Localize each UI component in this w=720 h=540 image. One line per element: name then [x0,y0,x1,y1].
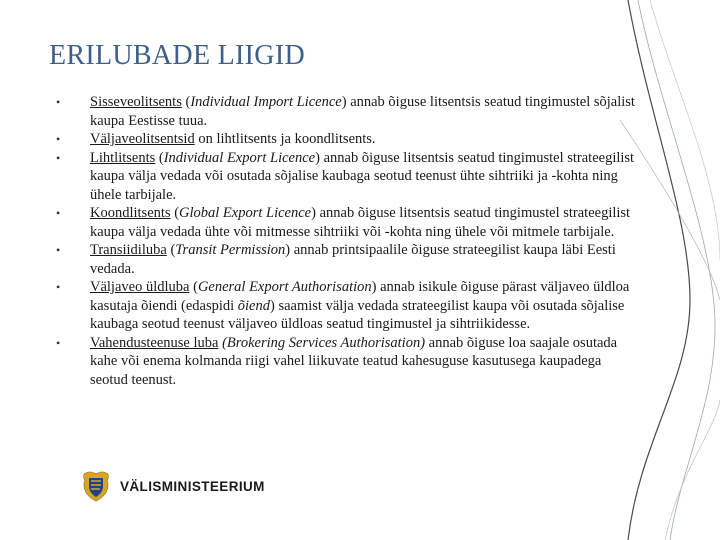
bullet-item [52,204,642,241]
bullet-item [52,93,642,130]
bullet-text: ( [155,149,164,166]
bullet-text: ) annab printsipaalile õiguse strateegilist kaupa läbi Eesti vedada. [90,242,616,277]
ministry-name: VÄLISMINISTEERIUM [120,478,265,494]
bullet-item [52,149,642,205]
bullet-text: õiend [237,297,270,314]
bullet-text: General Export Authorisation [197,279,372,295]
bullet-item [52,334,642,390]
bullet-marker: • [56,243,61,257]
bullet-text: on lihtlitsents ja koondlitsents. [194,131,376,147]
bullet-text: Global Export Licence [179,205,312,221]
bullet-text: Individual Import Licence [190,94,342,110]
bullet-marker: • [56,280,61,294]
bullet-item [52,278,642,334]
bullet-text: Individual Export Licence [163,149,316,166]
bullet-text: Transit Permission [175,242,286,258]
bullet-marker: • [56,132,61,146]
bullet-text: ( [170,205,180,221]
coat-of-arms-icon [82,470,110,502]
page-title: ERILUBADE LIIGID [49,40,305,71]
bullet-marker: • [56,206,61,220]
bullet-marker: • [56,335,61,350]
bullet-item [52,130,642,149]
bullet-term: Sisseveolitsents [90,94,182,110]
bullet-term: Lihtlitsents [90,149,156,166]
bullet-text: ) annab õiguse litsentsis seatud tingimustel sõjalist kaupa Eestisse tuua. [90,94,635,129]
bullet-marker: • [56,95,61,109]
bullet-term: Väljaveolitsentsid [90,131,195,147]
bullet-text: ( [189,279,198,295]
ministry-logo [82,470,265,502]
bullet-text: annab õiguse loa saajale osutada kahe või enema kolmanda riigi vahel liikuvate teatud kahesuguse kasutusega kaupadega seotud teenust. [90,334,618,388]
bullet-text: ) annab õiguse litsentsis seatud tingimustel strateegilist kaupa välja vedada ühte või mitmesse sihtriiki või -kohta ning ühele või mitmele tarbijale. [90,205,631,240]
bullet-list [52,93,642,389]
bullet-term: Koondlitsents [90,205,171,221]
bullet-text: ( [181,94,191,110]
bullet-marker: • [56,150,61,165]
bullet-term: Väljaveo üldluba [90,279,190,295]
bullet-text: ) annab õiguse litsentsis seatud tingimustel strateegilist kaupa välja vedada või osutada sõjalise kaubaga seotud teenust ühte sihtriiki ja -kohta ning ühele tarbijale. [90,149,635,203]
bullet-text: ( [166,242,176,258]
bullet-text: ) saamist välja vedada strateegilist kaupa või osutada sõjalise kaubaga seotud teenust väljaveo üldloas seatud tingimustel ja sihtriikidesse. [90,297,625,332]
bullet-text: (Brokering Services Authorisation) [218,334,426,351]
bullet-text: ) annab isikule õiguse pärast väljaveo üldloa kasutaja õiendi (edaspidi [90,279,630,314]
bullet-term: Vahendusteenuse luba [90,334,219,351]
bullet-term: Transiidiluba [90,242,167,258]
bullet-item [52,241,642,278]
